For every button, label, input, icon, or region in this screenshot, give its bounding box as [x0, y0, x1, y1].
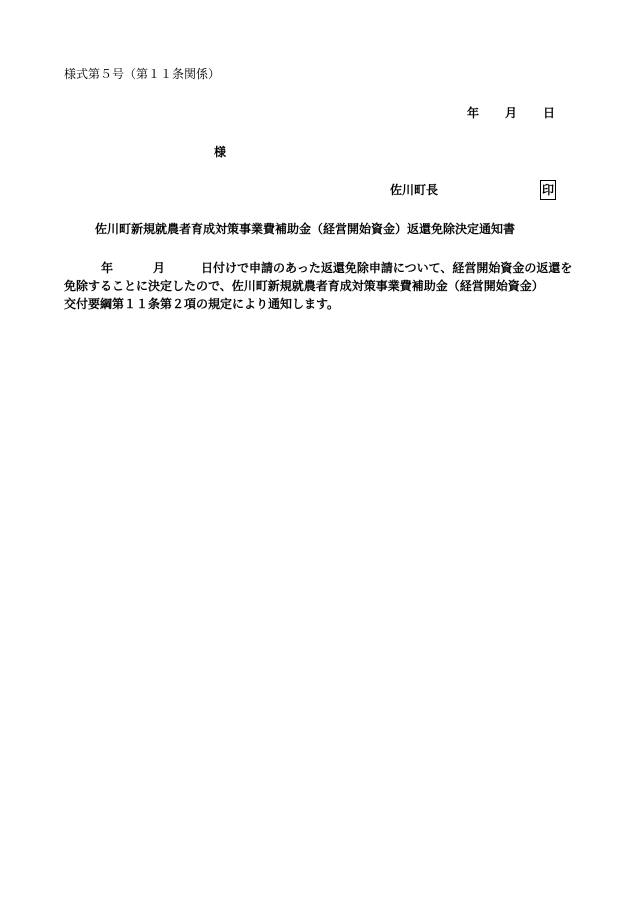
- document-body: [64, 259, 584, 313]
- body-line-1: [64, 259, 584, 277]
- body-year-label: 年: [101, 261, 114, 275]
- form-number: 様式第５号（第１１条関係）: [64, 67, 221, 81]
- body-line-2: 免除することに決定したので、佐川町新規就農者育成対策事業費補助金（経営開始資金）: [64, 279, 544, 293]
- document-title: 佐川町新規就農者育成対策事業費補助金（経営開始資金）返還免除決定通知書: [95, 222, 516, 236]
- date-month-label: 月: [505, 106, 518, 120]
- issuer-row: [390, 182, 438, 198]
- body-line-1-text: 日付けで申請のあった返還免除申請について、経営開始資金の返還を: [201, 261, 573, 275]
- issuer-name: 佐川町長: [390, 183, 439, 197]
- date-year-label: 年: [467, 106, 480, 120]
- seal-mark: 印: [540, 180, 556, 200]
- body-month-label: 月: [153, 261, 166, 275]
- addressee-suffix: 様: [214, 145, 227, 159]
- date-day-label: 日: [543, 106, 556, 120]
- body-line-3: 交付要綱第１１条第２項の規定により通知します。: [64, 297, 340, 311]
- date-line: [467, 105, 555, 121]
